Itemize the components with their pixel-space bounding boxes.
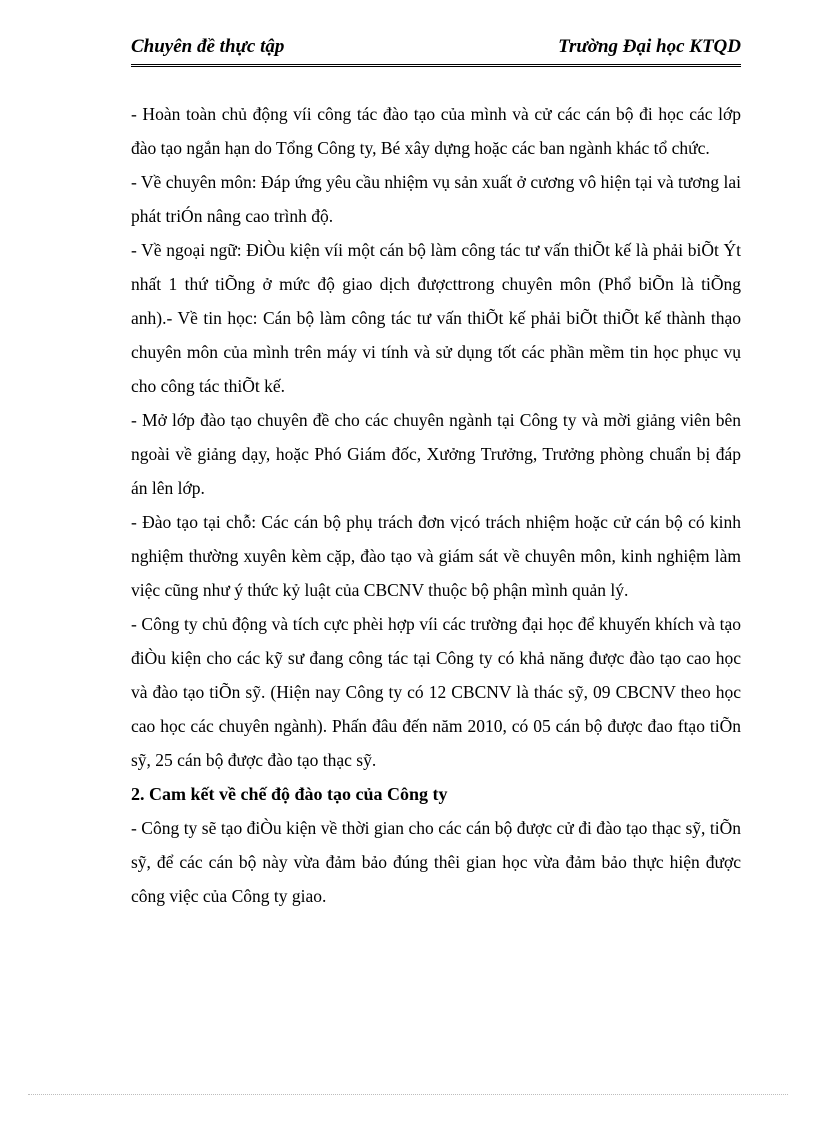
paragraph-6: - Công ty chủ động và tích cực phèi hợp víi các trường đại học để khuyến khích và tạo điÒu kiện cho các kỹ sư đang công tác tại Công ty có khả năng được đào tạo cao học và đào tạo tiÕn sỹ. (Hiện nay Công ty có 12 CBCNV là thác sỹ, 09 CBCNV theo học cao học các chuyên ngành). Phấn đâu đến năm 2010, có 05 cán bộ được đao ftạo tiÕn sỹ, 25 cán bộ được đào tạo thạc sỹ.: [131, 614, 741, 770]
header-rule: [131, 64, 741, 67]
header-left-title: Chuyên đề thực tập: [131, 36, 285, 57]
page-header: [131, 36, 741, 64]
document-body: [131, 97, 741, 913]
footer-rule: [28, 1094, 788, 1095]
section-heading: 2. Cam kết về chế độ đào tạo của Công ty: [131, 784, 448, 804]
paragraph-3: - Về ngoại ngữ: ĐiÒu kiện víi một cán bộ làm công tác tư vấn thiÕt kế là phải biÕt Ýt nhất 1 thứ tiÕng ở mức độ giao dịch đượcttrong chuyên môn (Phổ biÕn là tiÕng anh).- Về tin học: Cán bộ làm công tác tư vấn thiÕt kế phải biÕt thiÕt kế thành thạo chuyên môn của mình trên máy vi tính và sử dụng tốt các phần mềm tin học phục vụ cho công tác thiÕt kế.: [131, 240, 741, 396]
paragraph-2: - Về chuyên môn: Đáp ứng yêu cầu nhiệm vụ sản xuất ở cương vô hiện tại và tương lai phát triÓn nâng cao trình độ.: [131, 172, 741, 226]
closing-paragraph: - Công ty sẽ tạo điÒu kiện về thời gian cho các cán bộ được cử đi đào tạo thạc sỹ, tiÕn sỹ, để các cán bộ này vừa đảm bảo đúng thêi gian học vừa đảm bảo thực hiện được công việc của Công ty giao.: [131, 818, 741, 906]
paragraph-4: - Mở lớp đào tạo chuyên đề cho các chuyên ngành tại Công ty và mời giảng viên bên ngoài về giảng dạy, hoặc Phó Giám đốc, Xưởng Trưởng, Trưởng phòng chuẩn bị đáp án lên lớp.: [131, 410, 741, 498]
header-right-title: Trường Đại học KTQD: [558, 36, 741, 57]
paragraph-5: - Đào tạo tại chỗ: Các cán bộ phụ trách đơn vịcó trách nhiệm hoặc cử cán bộ có kinh nghiệm thường xuyên kèm cặp, đào tạo và giám sát về chuyên môn, kinh nghiệm làm việc cũng như ý thức kỷ luật của CBCNV thuộc bộ phận mình quản lý.: [131, 512, 741, 600]
paragraph-1: - Hoàn toàn chủ động víi công tác đào tạo của mình và cử các cán bộ đi học các lớp đào tạo ngắn hạn do Tổng Công ty, Bé xây dựng hoặc các ban ngành khác tổ chức.: [131, 104, 741, 158]
